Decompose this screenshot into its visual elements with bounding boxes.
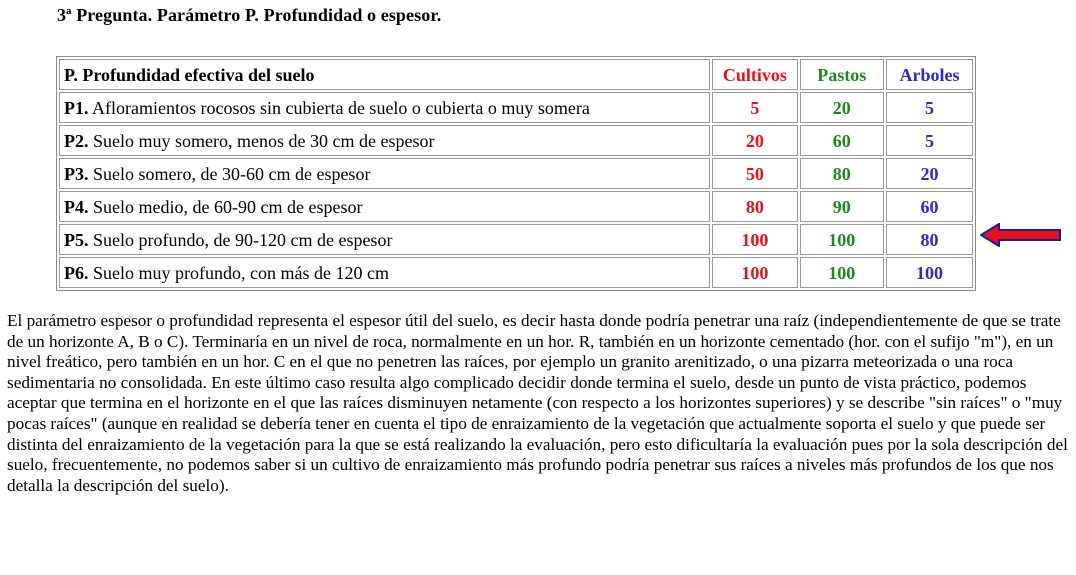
value-cultivos: 50	[712, 158, 797, 189]
row-code: P4.	[64, 196, 89, 217]
value-pastos: 90	[800, 191, 884, 222]
row-description	[59, 92, 710, 123]
value-cultivos: 80	[712, 191, 797, 222]
row-text: Suelo somero, de 30-60 cm de espesor	[88, 163, 371, 184]
header-arboles: Arboles	[886, 59, 973, 90]
value-cultivos: 20	[712, 125, 797, 156]
row-description	[59, 125, 710, 156]
value-cultivos: 5	[712, 92, 797, 123]
row-description	[59, 158, 710, 189]
row-description	[59, 224, 710, 255]
value-arboles: 100	[886, 257, 973, 288]
explanation-paragraph: El parámetro espesor o profundidad representa el espesor útil del suelo, es decir hasta donde podría penetrar una raíz (independientemente de que se trate de un horizonte A, B o C). Terminaría en un nivel de roca, normalmente en un hor. R, también en un horizonte cementado (hor. con el sufijo "m"), en un nivel freático, pero también en un hor. C en el que no penetren las raíces, por ejemplo un granito arenitizado, o una pizarra meteorizada o una roca sedimentaria no consolidada. En este último caso resulta algo complicado decidir donde termina el suelo, desde un punto de vista práctico, podemos aceptar que termina en el horizonte en el que las raíces disminuyen netamente (con respecto a los horizontes superiores) y se describe "sin raíces" o "muy pocas raíces" (aunque en realidad se debería tener en cuenta el tipo de enraizamiento de la vegetación que actualmente soporta el suelo y que puede ser distinta del enraizamiento de la vegetación para la que se está realizando la evaluación, pero esto dificultaría la evaluación pues por la sola descripción del suelo, frecuentemente, no podemos saber si un cultivo de enraizamiento más profundo podría penetrar sus raíces a niveles más profundos de los que nos detalla la descripción del suelo).	[7, 311, 1068, 495]
row-text: Suelo profundo, de 90-120 cm de espesor	[88, 229, 393, 250]
value-arboles: 5	[886, 125, 973, 156]
value-cultivos: 100	[712, 257, 797, 288]
value-pastos: 100	[800, 257, 884, 288]
value-pastos: 100	[800, 224, 884, 255]
value-pastos: 60	[800, 125, 884, 156]
row-text: Afloramientos rocosos sin cubierta de suelo o cubierta o muy somera	[88, 97, 590, 118]
table-row	[59, 224, 973, 255]
value-arboles: 60	[886, 191, 973, 222]
page-heading: 3ª Pregunta. Parámetro P. Profundidad o espesor.	[57, 5, 442, 25]
value-arboles: 5	[886, 92, 973, 123]
left-arrow-icon	[980, 223, 1062, 247]
row-text: Suelo muy profundo, con más de 120 cm	[88, 262, 389, 283]
header-cultivos: Cultivos	[712, 59, 797, 90]
table-header-row	[59, 59, 973, 90]
table-row	[59, 92, 973, 123]
depth-parameter-table	[56, 56, 976, 291]
row-code: P1.	[64, 97, 89, 118]
table-row	[59, 191, 973, 222]
row-code: P5.	[64, 229, 89, 250]
value-arboles: 20	[886, 158, 973, 189]
value-pastos: 80	[800, 158, 884, 189]
value-cultivos: 100	[712, 224, 797, 255]
header-description: P. Profundidad efectiva del suelo	[59, 59, 710, 90]
value-pastos: 20	[800, 92, 884, 123]
row-text: Suelo medio, de 60-90 cm de espesor	[88, 196, 363, 217]
row-code: P2.	[64, 130, 89, 151]
table-row	[59, 125, 973, 156]
row-code: P6.	[64, 262, 89, 283]
arrow-shape	[981, 224, 1060, 246]
row-code: P3.	[64, 163, 89, 184]
table-row	[59, 158, 973, 189]
row-description	[59, 191, 710, 222]
row-text: Suelo muy somero, menos de 30 cm de espesor	[88, 130, 435, 151]
header-pastos: Pastos	[800, 59, 884, 90]
value-arboles: 80	[886, 224, 973, 255]
row-description	[59, 257, 710, 288]
table-row	[59, 257, 973, 288]
